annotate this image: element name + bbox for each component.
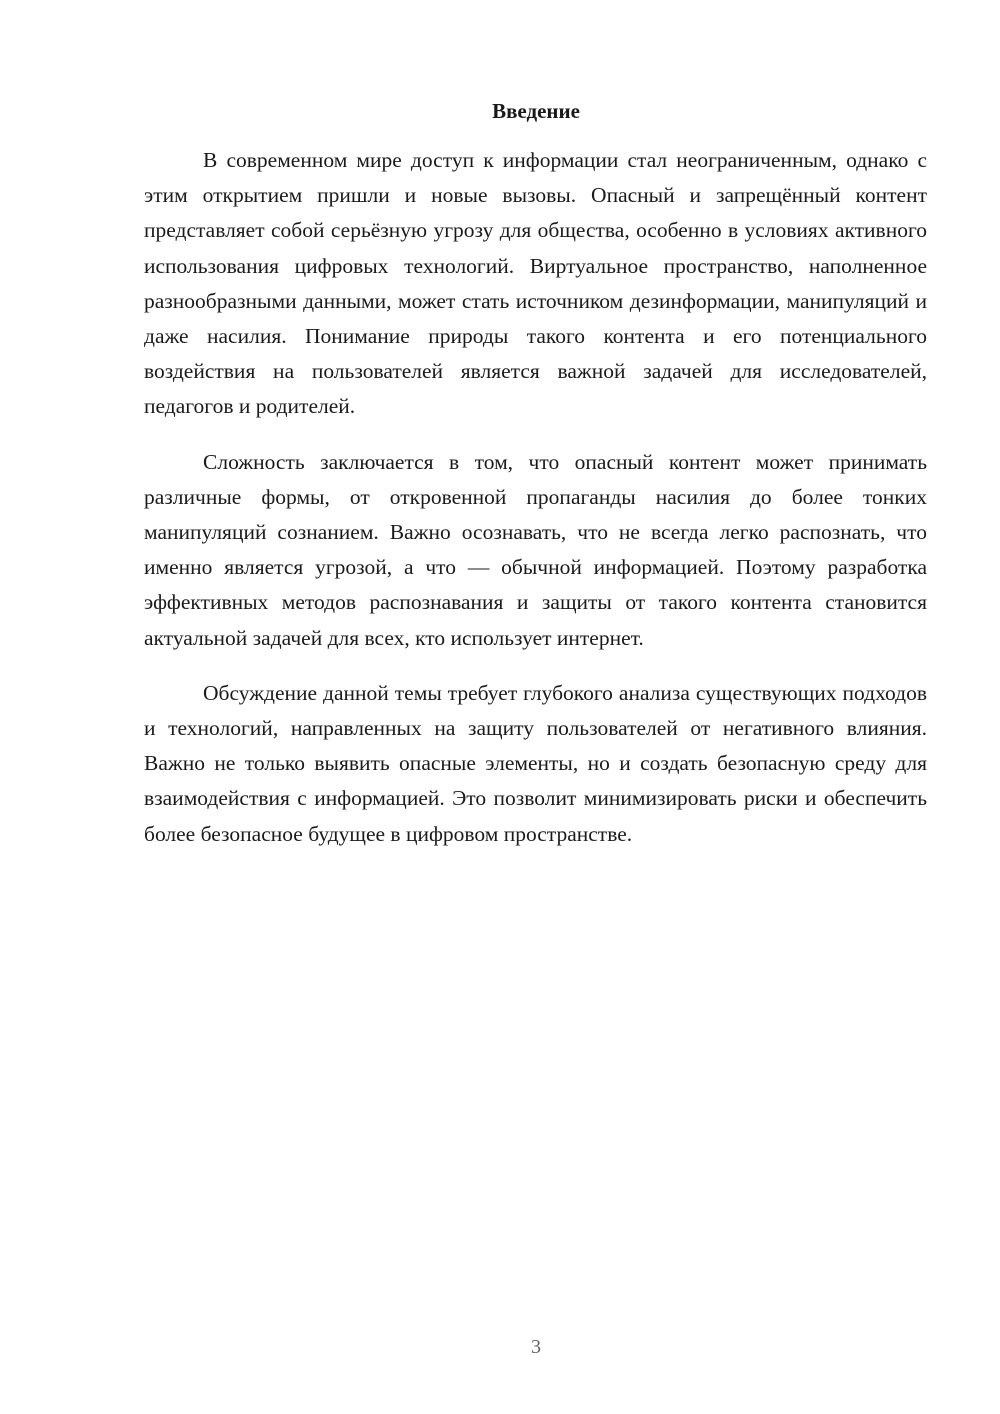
paragraph-2: Сложность заключается в том, что опасный контент может принимать различные формы, от откровенной пропаганды насилия до более тонких манипуляций сознанием. Важно осознавать, что не всегда легко распознать, что именно является угрозой, а что — обычной информацией. Поэтому разработка эффективных методов распознавания и защиты от такого контента становится актуальной задачей для всех, кто использует интернет. [144,449,927,650]
page-title: Введение [492,99,580,123]
paragraph-3: Обсуждение данной темы требует глубокого анализа существующих подходов и технологий, направленных на защиту пользователей от негативного влияния. Важно не только выявить опасные элементы, но и создать безопасную среду для взаимодействия с информацией. Это позволит минимизировать риски и обеспечить более безопасное будущее в цифровом пространстве. [144,680,927,846]
body-text [144,143,927,872]
page-number: 3 [531,1336,541,1358]
paragraph-1: В современном мире доступ к информации стал неограниченным, однако с этим открытием пришли и новые вызовы. Опасный и запрещённый контент представляет собой серьёзную угрозу для общества, особенно в условиях активного использования цифровых технологий. Виртуальное пространство, наполненное разнообразными данными, может стать источником дезинформации, манипуляций и даже насилия. Понимание природы такого контента и его потенциального воздействия на пользователей является важной задачей для исследователей, педагогов и родителей. [144,148,927,419]
